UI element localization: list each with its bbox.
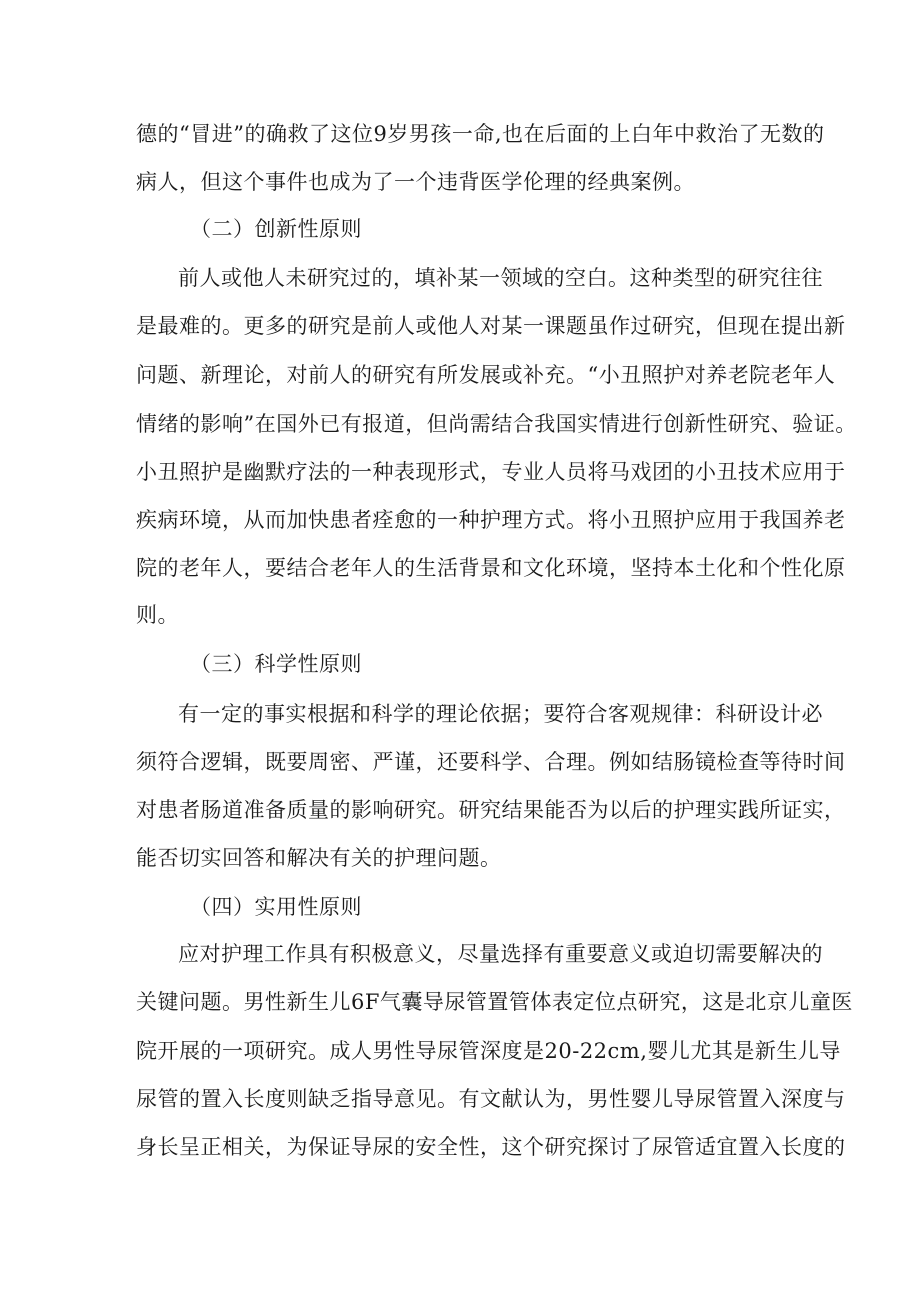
body-line: 尿管的置入长度则缺乏指导意见。有文献认为，男性婴儿导尿管置入深度与 xyxy=(136,1087,846,1111)
body-line: 德的“冒进”的确救了这位9岁男孩一命,也在后面的上白年中救治了无数的 xyxy=(136,122,825,146)
section-heading-practical: （四）实用性原则 xyxy=(190,895,362,919)
body-line: 情绪的影响”在国外已有报道，但尚需结合我国实情进行创新性研究、验证。 xyxy=(136,412,857,436)
body-line: 对患者肠道准备质量的影响研究。研究结果能否为以后的护理实践所证实， xyxy=(136,798,846,822)
body-line: 院开展的一项研究。成人男性导尿管深度是20-22cm,婴儿尤其是新生儿导 xyxy=(136,1039,841,1063)
body-line: 前人或他人未研究过的，填补某一领域的空白。这种类型的研究往往 xyxy=(178,266,823,290)
body-line: 病人，但这个事件也成为了一个违背医学伦理的经典案例。 xyxy=(136,170,695,194)
body-line: 小丑照护是幽默疗法的一种表现形式，专业人员将马戏团的小丑技术应用于 xyxy=(136,460,846,484)
body-line: 问题、新理论，对前人的研究有所发展或补充。“小丑照护对养老院老年人 xyxy=(136,363,836,387)
body-line: 能否切实回答和解决有关的护理问题。 xyxy=(136,846,502,870)
body-line: 身长呈正相关，为保证导尿的安全性，这个研究探讨了尿管适宜置入长度的 xyxy=(136,1135,846,1159)
section-heading-innovation: （二）创新性原则 xyxy=(190,217,362,241)
body-line: 有一定的事实根据和科学的理论依据；要符合客观规律：科研设计必 xyxy=(178,702,823,726)
body-line: 疾病环境，从而加快患者痊愈的一种护理方式。将小丑照护应用于我国养老 xyxy=(136,508,846,532)
body-line: 须符合逻辑，既要周密、严谨，还要科学、合理。例如结肠镜检查等待时间 xyxy=(136,750,846,774)
body-line: 则。 xyxy=(136,603,179,627)
section-heading-scientific: （三）科学性原则 xyxy=(190,652,362,676)
body-line: 是最难的。更多的研究是前人或他人对某一课题虽作过研究，但现在提出新 xyxy=(136,314,846,338)
body-line: 应对护理工作具有积极意义，尽量选择有重要意义或迫切需要解决的 xyxy=(178,942,823,966)
body-line: 关键问题。男性新生儿6F气囊导尿管置管体表定位点研究，这是北京儿童医 xyxy=(136,990,853,1014)
body-line: 院的老年人，要结合老年人的生活背景和文化环境，坚持本土化和个性化原 xyxy=(136,556,846,580)
